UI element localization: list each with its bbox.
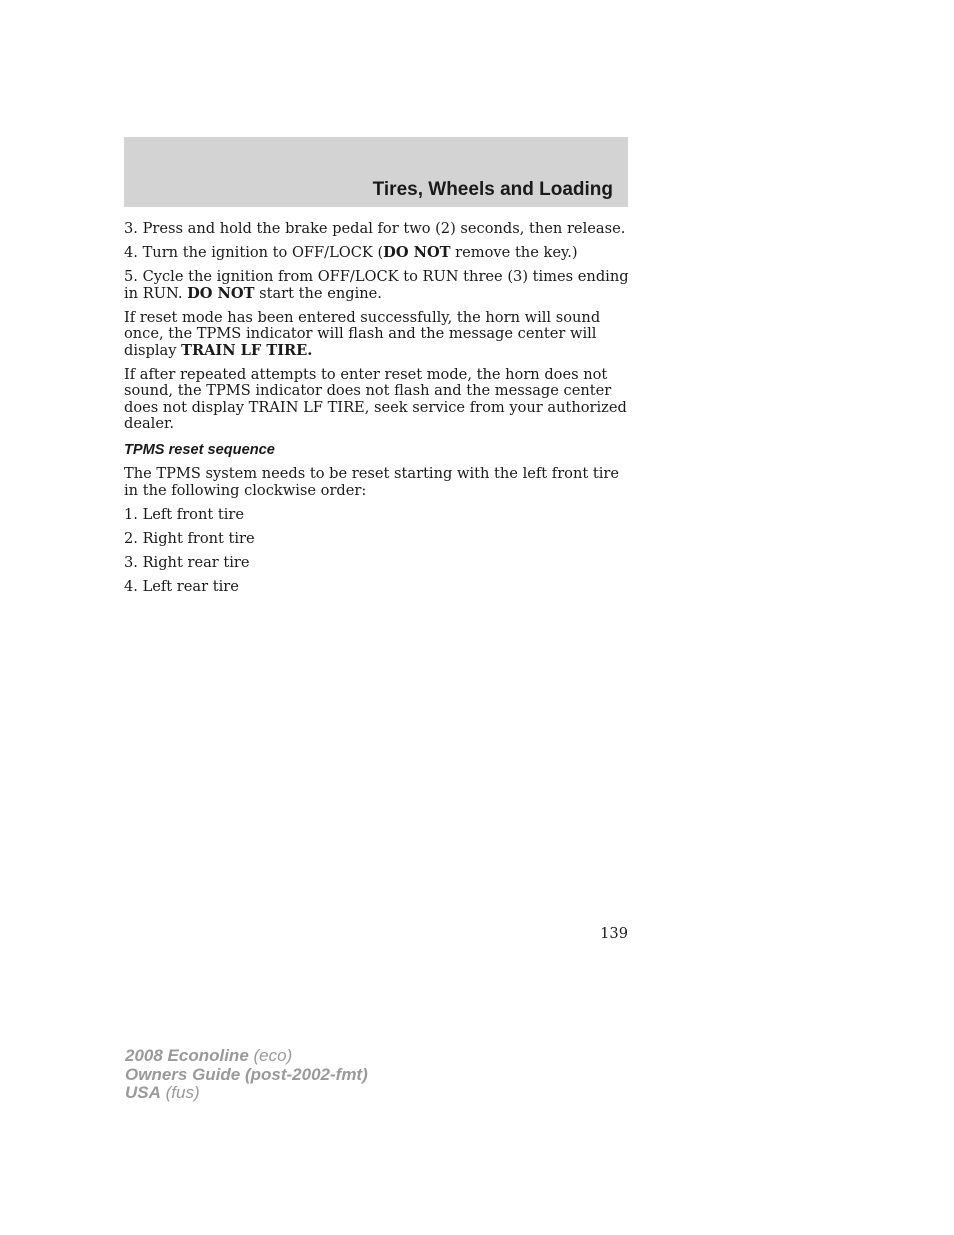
reset-success-text: If reset mode has been entered successfully, the horn will sound once, the TPMS indicator will flash and the message center will display bbox=[124, 308, 601, 359]
section-intro: The TPMS system needs to be reset starting with the left front tire in the following clockwise order: bbox=[124, 465, 619, 499]
train-lf-tire-message: TRAIN LF TIRE. bbox=[181, 341, 313, 359]
footer-line-3 bbox=[125, 1084, 368, 1103]
step-5-warning: DO NOT bbox=[187, 284, 255, 302]
step-5 bbox=[124, 269, 632, 302]
footer-line-1 bbox=[125, 1047, 368, 1066]
section-heading: TPMS reset sequence bbox=[124, 441, 275, 458]
step-4-text: 4. Turn the ignition to OFF/LOCK ( bbox=[124, 244, 384, 261]
step-3: 3. Press and hold the brake pedal for two (2) seconds, then release. bbox=[124, 220, 626, 237]
step-4 bbox=[124, 245, 632, 262]
list-item: 2. Right front tire bbox=[124, 529, 255, 547]
step-5-text-end: start the engine. bbox=[254, 284, 382, 302]
reset-success-paragraph bbox=[124, 310, 632, 360]
footer-guide: Owners Guide (post-2002-fmt) bbox=[125, 1064, 368, 1084]
footer-region-code: (fus) bbox=[160, 1083, 200, 1102]
footer-line-2 bbox=[125, 1066, 368, 1085]
step-4-warning: DO NOT bbox=[383, 244, 451, 261]
list-item: 1. Left front tire bbox=[124, 505, 245, 523]
chapter-title: Tires, Wheels and Loading bbox=[372, 179, 613, 200]
chapter-header bbox=[124, 137, 628, 207]
document-footer bbox=[125, 1047, 368, 1103]
step-5-text: 5. Cycle the ignition from OFF/LOCK to RUN three (3) times ending in RUN. bbox=[124, 268, 629, 302]
footer-model-code: (eco) bbox=[248, 1046, 293, 1065]
footer-model: 2008 Econoline bbox=[125, 1046, 249, 1065]
list-item: 3. Right rear tire bbox=[124, 553, 250, 571]
step-4-text-end: remove the key.) bbox=[450, 244, 578, 261]
reset-fail-paragraph: If after repeated attempts to enter reset mode, the horn does not sound, the TPMS indicator does not flash and the message center does not display TRAIN LF TIRE, seek service from your authorized dealer. bbox=[124, 365, 627, 432]
list-item: 4. Left rear tire bbox=[124, 577, 239, 595]
page-content bbox=[124, 221, 632, 603]
page-number: 139 bbox=[600, 925, 628, 942]
footer-region: USA bbox=[125, 1083, 161, 1102]
